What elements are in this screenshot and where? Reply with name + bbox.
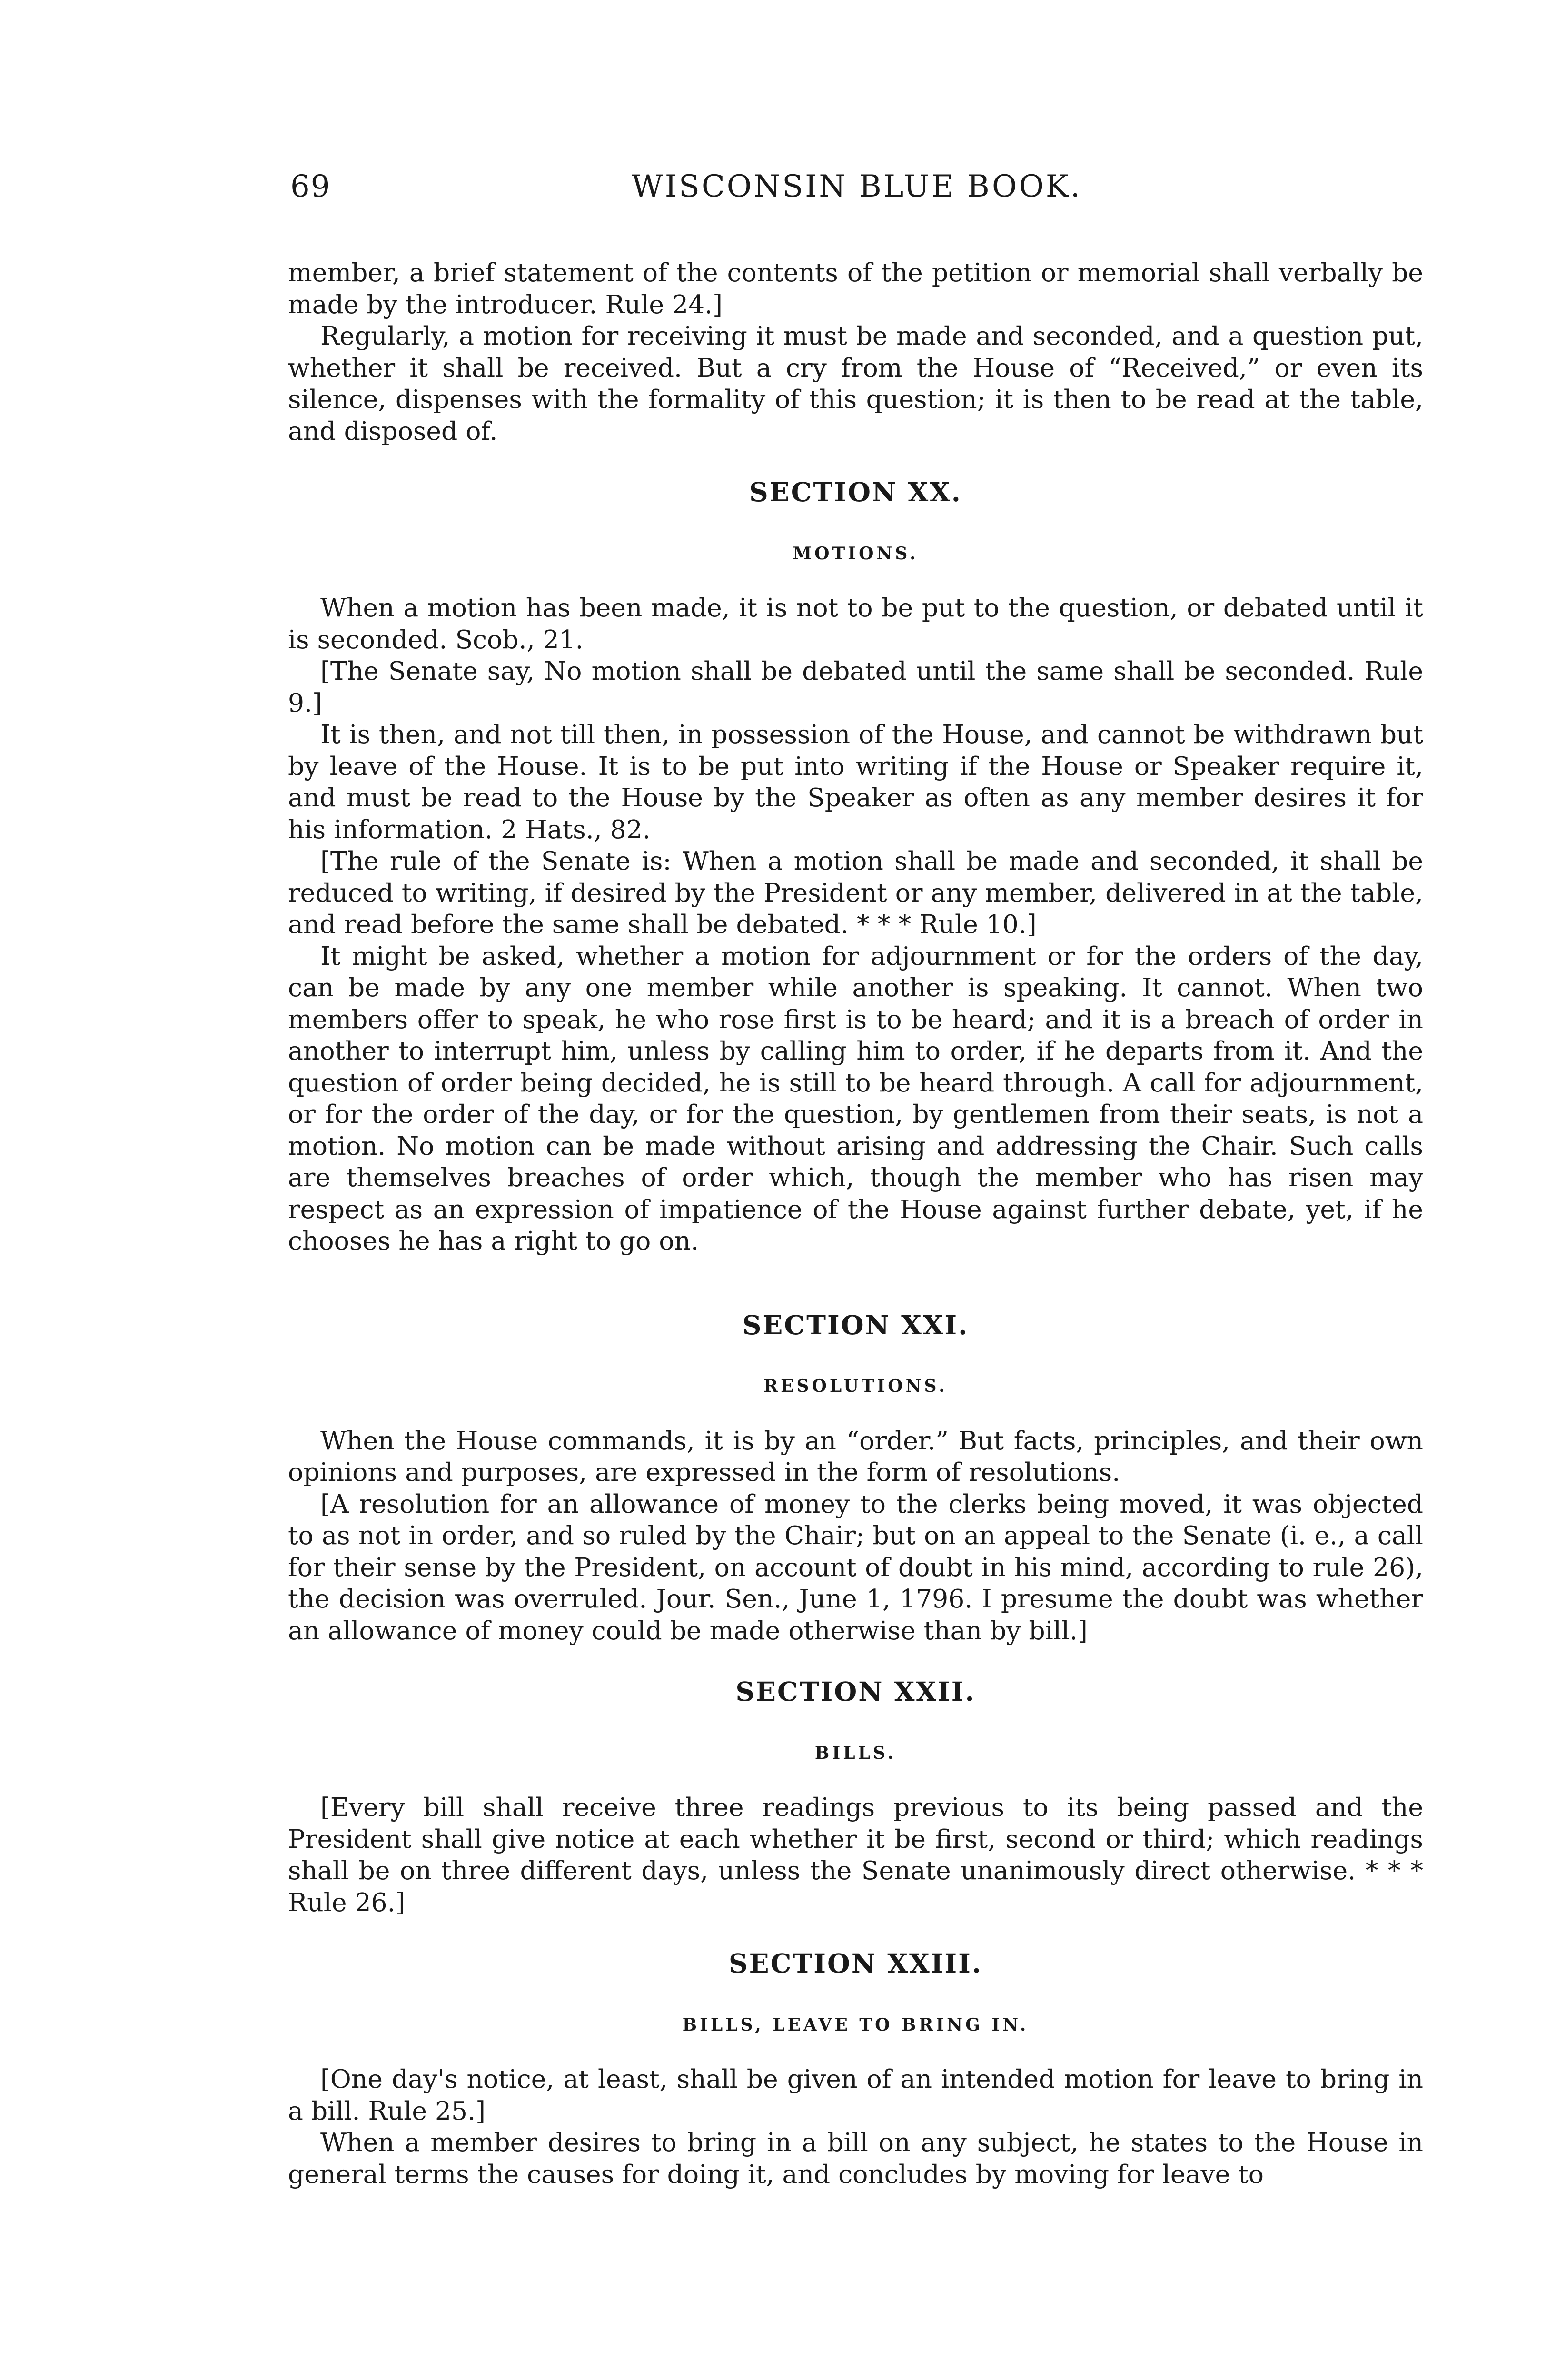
running-head	[290, 169, 1423, 212]
section-subtitle: MOTIONS.	[793, 543, 919, 564]
paragraph: It might be asked, whether a motion for adjournment or for the orders of the day, can be made by any one member while another is speaking. It cannot. When two members offer to speak, he who rose first is to be heard; and it is a breach of order in another to interrupt him, unless by calling him to order, if he departs from it. And the question of order being decided, he is still to be heard through. A call for adjournment, or for the order of the day, or for the question, by gentlemen from their seats, is not a motion. No motion can be made without arising and addressing the Chair. Such calls are themselves breaches of order which, though the member who has risen may respect as an expression of impatience of the House against further debate, yet, if he chooses he has a right to go on.	[288, 941, 1423, 1256]
section-subtitle: RESOLUTIONS.	[763, 1376, 948, 1396]
paragraph: [One day's notice, at least, shall be given of an intended motion for leave to bring in a bill. Rule 25.]	[288, 2064, 1423, 2126]
paragraph: It is then, and not till then, in possession of the House, and cannot be withdrawn but by leave of the House. It is to be put into writing if the House or Speaker require it, and must be read to the House by the Speaker as often as any member desires it for his information. 2 Hats., 82.	[288, 719, 1423, 844]
page-body	[288, 257, 1423, 2190]
page-number: 69	[290, 169, 331, 204]
section-title: SECTION XX.	[749, 476, 962, 507]
section-subtitle: BILLS, LEAVE TO BRING IN.	[682, 2014, 1029, 2035]
paragraph: [The Senate say, No motion shall be debated until the same shall be seconded. Rule 9.]	[288, 656, 1423, 718]
section-title: SECTION XXIII.	[728, 1948, 983, 1979]
paragraph: [A resolution for an allowance of money to the clerks being moved, it was objected to as not in order, and so ruled by the Chair; but on an appeal to the Senate (i. e., a call for their sense by the President, on account of doubt in his mind, according to rule 26), the decision was overruled. Jour. Sen., June 1, 1796. I presume the doubt was whether an allowance of money could be made otherwise than by bill.]	[288, 1488, 1423, 1646]
paragraph: [Every bill shall receive three readings previous to its being passed and the President shall give notice at each whether it be first, second or third; which readings shall be on three different days, unless the Senate unanimously direct otherwise. * * * Rule 26.]	[288, 1792, 1423, 1917]
paragraph: Regularly, a motion for receiving it must be made and seconded, and a question put, whether it shall be received. But a cry from the House of “Received,” or even its silence, dispenses with the formality of this question; it is then to be read at the table, and disposed of.	[288, 321, 1423, 446]
paragraph: [The rule of the Senate is: When a motion shall be made and seconded, it shall be reduced to writing, if desired by the President or any member, delivered in at the table, and read before the same shall be debated. * * * Rule 10.]	[288, 846, 1423, 939]
paragraph: When a member desires to bring in a bill on any subject, he states to the House in general terms the causes for doing it, and concludes by moving for leave to	[288, 2127, 1423, 2189]
book-title: WISCONSIN BLUE BOOK.	[631, 169, 1082, 204]
paragraph: member, a brief statement of the contents of the petition or memorial shall verbally be made by the introducer. Rule 24.]	[288, 258, 1423, 319]
section-title: SECTION XXI.	[742, 1309, 969, 1340]
section-title: SECTION XXII.	[735, 1676, 976, 1707]
paragraph: When the House commands, it is by an “order.” But facts, principles, and their own opinions and purposes, are expressed in the form of resolutions.	[288, 1425, 1423, 1487]
paragraph: When a motion has been made, it is not to be put to the question, or debated until it is seconded. Scob., 21.	[288, 593, 1423, 654]
section-subtitle: BILLS.	[814, 1743, 897, 1763]
